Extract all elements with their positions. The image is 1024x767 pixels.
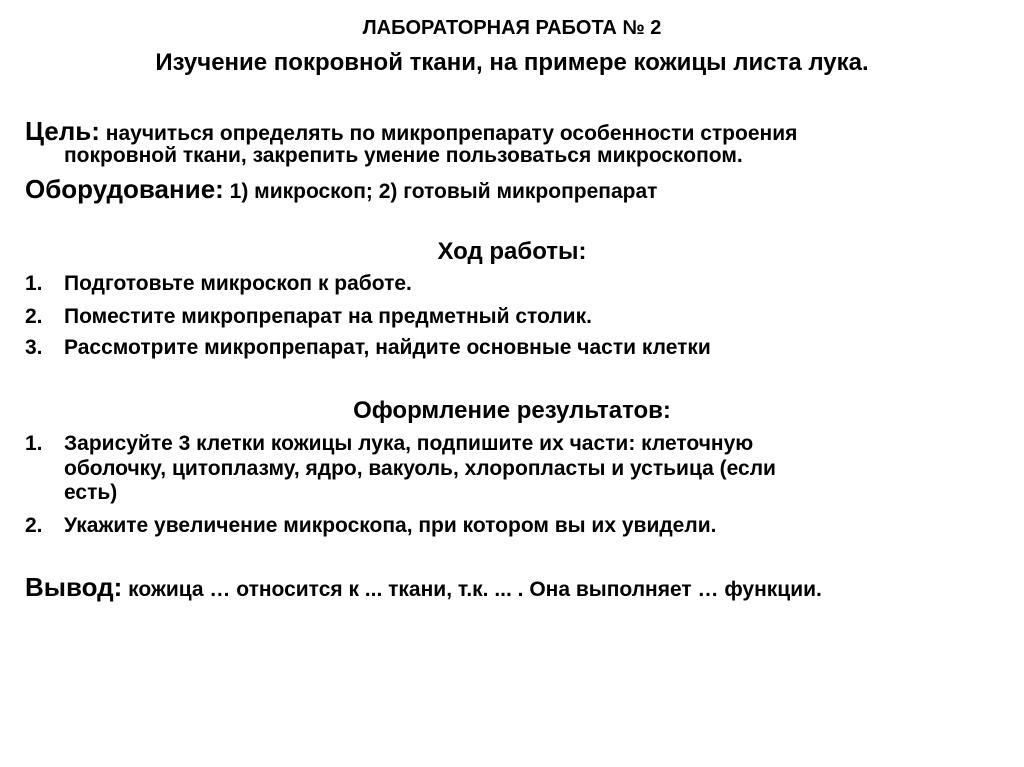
goal-paragraph	[25, 116, 797, 147]
page-subtitle: Изучение покровной ткани, на примере кожицы листа лука.	[155, 49, 869, 76]
procedure-item-text: Подготовьте микроскоп к работе.	[64, 272, 412, 295]
results-item-text-line: есть)	[64, 481, 118, 504]
results-item-text-line: Зарисуйте 3 клетки кожицы лука, подпишите их части: клеточную	[64, 432, 754, 455]
procedure-item-number: 2.	[25, 305, 43, 328]
results-heading: Оформление результатов:	[353, 397, 671, 424]
goal-text-line2: покровной ткани, закрепить умение пользоваться микроскопом.	[64, 144, 743, 167]
page-title: ЛАБОРАТОРНАЯ РАБОТА № 2	[362, 17, 662, 39]
conclusion-text: кожица … относится к ... ткани, т.к. ... . Она выполняет … функции.	[128, 578, 822, 601]
procedure-item-text: Рассмотрите микропрепарат, найдите основные части клетки	[64, 336, 711, 359]
procedure-item-number: 3.	[25, 336, 43, 359]
procedure-item-number: 1.	[25, 272, 43, 295]
results-item-text: Укажите увеличение микроскопа, при котором вы их увидели.	[64, 514, 717, 537]
conclusion-paragraph	[25, 572, 822, 603]
equipment-label: Оборудование:	[25, 174, 224, 204]
procedure-item-text: Поместите микропрепарат на предметный столик.	[64, 305, 592, 328]
procedure-heading: Ход работы:	[437, 238, 587, 265]
results-item-number: 1.	[25, 432, 43, 455]
equipment-paragraph	[25, 174, 657, 205]
results-item-number: 2.	[25, 514, 43, 537]
goal-label: Цель:	[25, 116, 100, 146]
conclusion-label: Вывод:	[25, 572, 123, 602]
results-item-text-line: оболочку, цитоплазму, ядро, вакуоль, хлоропласты и устьица (если	[64, 457, 776, 480]
equipment-text: 1) микроскоп; 2) готовый микропрепарат	[229, 180, 658, 203]
goal-text-line1: научиться определять по микропрепарату особенности строения	[105, 122, 798, 145]
